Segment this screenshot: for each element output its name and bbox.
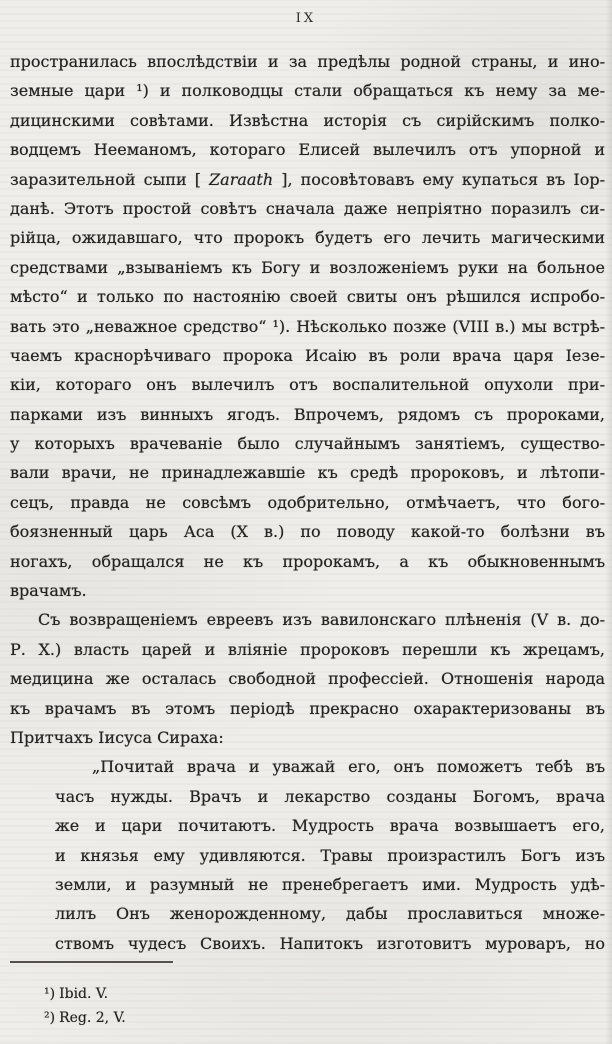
- text-line: земные цари ¹) и полководцы стали обращаться къ нему за ме-: [10, 81, 605, 101]
- footnote-text: Ibid. V.: [59, 986, 109, 1002]
- text-line: пространилась впослѣдствіи и за предѣлы родной страны, и ино-: [10, 52, 605, 71]
- footnote: [44, 983, 126, 1007]
- text-line: парками изъ винныхъ ягодъ. Впрочемъ, рядомъ съ пророками,: [10, 404, 605, 424]
- text-line: ствомъ чудесъ Своихъ. Напитокъ изготовитъ муроваръ, но: [55, 933, 605, 953]
- text-line: вали врачи, не принадлежавшіе къ средѣ пророковъ, и лѣтопи-: [10, 463, 605, 483]
- text-line: мѣсто“ и только по настоянію своей свиты онъ рѣшился испробо-: [10, 287, 605, 307]
- text-line: у которыхъ врачеваніе было случайнымъ занятіемъ, существо-: [10, 434, 605, 454]
- folio-number: IX: [295, 11, 317, 26]
- paragraph-1: [10, 47, 605, 605]
- text-line: данѣ. Этотъ простой совѣтъ сначала даже непріятно поразилъ си-: [10, 198, 605, 218]
- text-line: Р. Х.) власть царей и вліяніе пророковъ перешли къ жрецамъ,: [10, 639, 605, 659]
- text-line: боязненный царь Аса (X в.) по поводу какой-то болѣзни въ: [10, 522, 605, 542]
- text-line: чаемъ краснорѣчиваго пророка Исаію въ роли врача царя Іезе-: [10, 345, 605, 365]
- text-line: сецъ, правда не совсѣмъ одобрительно, отмѣчаетъ, что бого-: [10, 492, 605, 512]
- text-block: [10, 47, 605, 958]
- footnote-text: Reg. 2, V.: [59, 1009, 126, 1026]
- text-line: ногахъ, обращался не къ пророкамъ, а къ обыкновеннымъ: [10, 551, 605, 571]
- paragraph-2: [10, 605, 605, 752]
- footnotes: [44, 983, 126, 1030]
- text-line: часъ нужды. Врачъ и лекарство созданы Богомъ, врача: [55, 786, 605, 806]
- text-line: и князья ему удивляются. Травы произрастилъ Богъ изъ: [55, 845, 605, 865]
- text-line: [10, 165, 605, 194]
- text-line: кіи, котораго онъ вылечилъ отъ воспалительной опухоли при-: [10, 375, 605, 395]
- text-line: вать это „неважное средство“ ¹). Нѣсколько позже (VIII в.) мы встрѣ-: [10, 316, 605, 336]
- text-line: земли, и разумный не пренебрегаетъ ими. Мудрость удѣ-: [55, 874, 605, 894]
- text-line: медицина же осталась свободной профессіей. Отношенія народа: [10, 669, 605, 689]
- text-line: водцемъ Нееманомъ, котораго Елисей вылечилъ отъ упорной и: [10, 140, 605, 160]
- text-line: Притчахъ Іисуса Сираха:: [10, 727, 224, 747]
- text-line: къ врачамъ въ этомъ періодѣ прекрасно охарактеризованы въ: [10, 698, 605, 718]
- text-line: „Почитай врача и уважай его, онъ поможетъ тебѣ въ: [92, 757, 605, 777]
- text-line: средствами „взываніемъ къ Богу и возложеніемъ руки на больное: [10, 257, 605, 277]
- latin-term: Zaraath: [209, 169, 274, 189]
- text-line: дицинскими совѣтами. Извѣстна исторія съ сирійскимъ полко-: [10, 110, 605, 130]
- footnote-marker: ¹): [44, 986, 56, 1002]
- sirach-quote: [55, 752, 605, 958]
- text-line: же и цари почитаютъ. Мудрость врача возвышаетъ его,: [55, 816, 605, 836]
- footnote: [44, 1007, 126, 1031]
- footnote-marker: ²): [44, 1009, 56, 1026]
- footnote-rule: [10, 961, 173, 963]
- text-segment: ], посовѣтовавъ ему купаться въ Іор-: [273, 169, 605, 189]
- text-line: Съ возвращеніемъ евреевъ изъ вавилонскаго плѣненія (V в. до-: [38, 610, 605, 630]
- text-line: рійца, ожидавшаго, что пророкъ будетъ его лечить магическими: [10, 228, 605, 248]
- text-line: лилъ Онъ женорожденному, дабы прославиться множе-: [55, 904, 605, 924]
- text-line: врачамъ.: [10, 581, 87, 601]
- text-segment: заразительной сыпи [: [10, 169, 210, 189]
